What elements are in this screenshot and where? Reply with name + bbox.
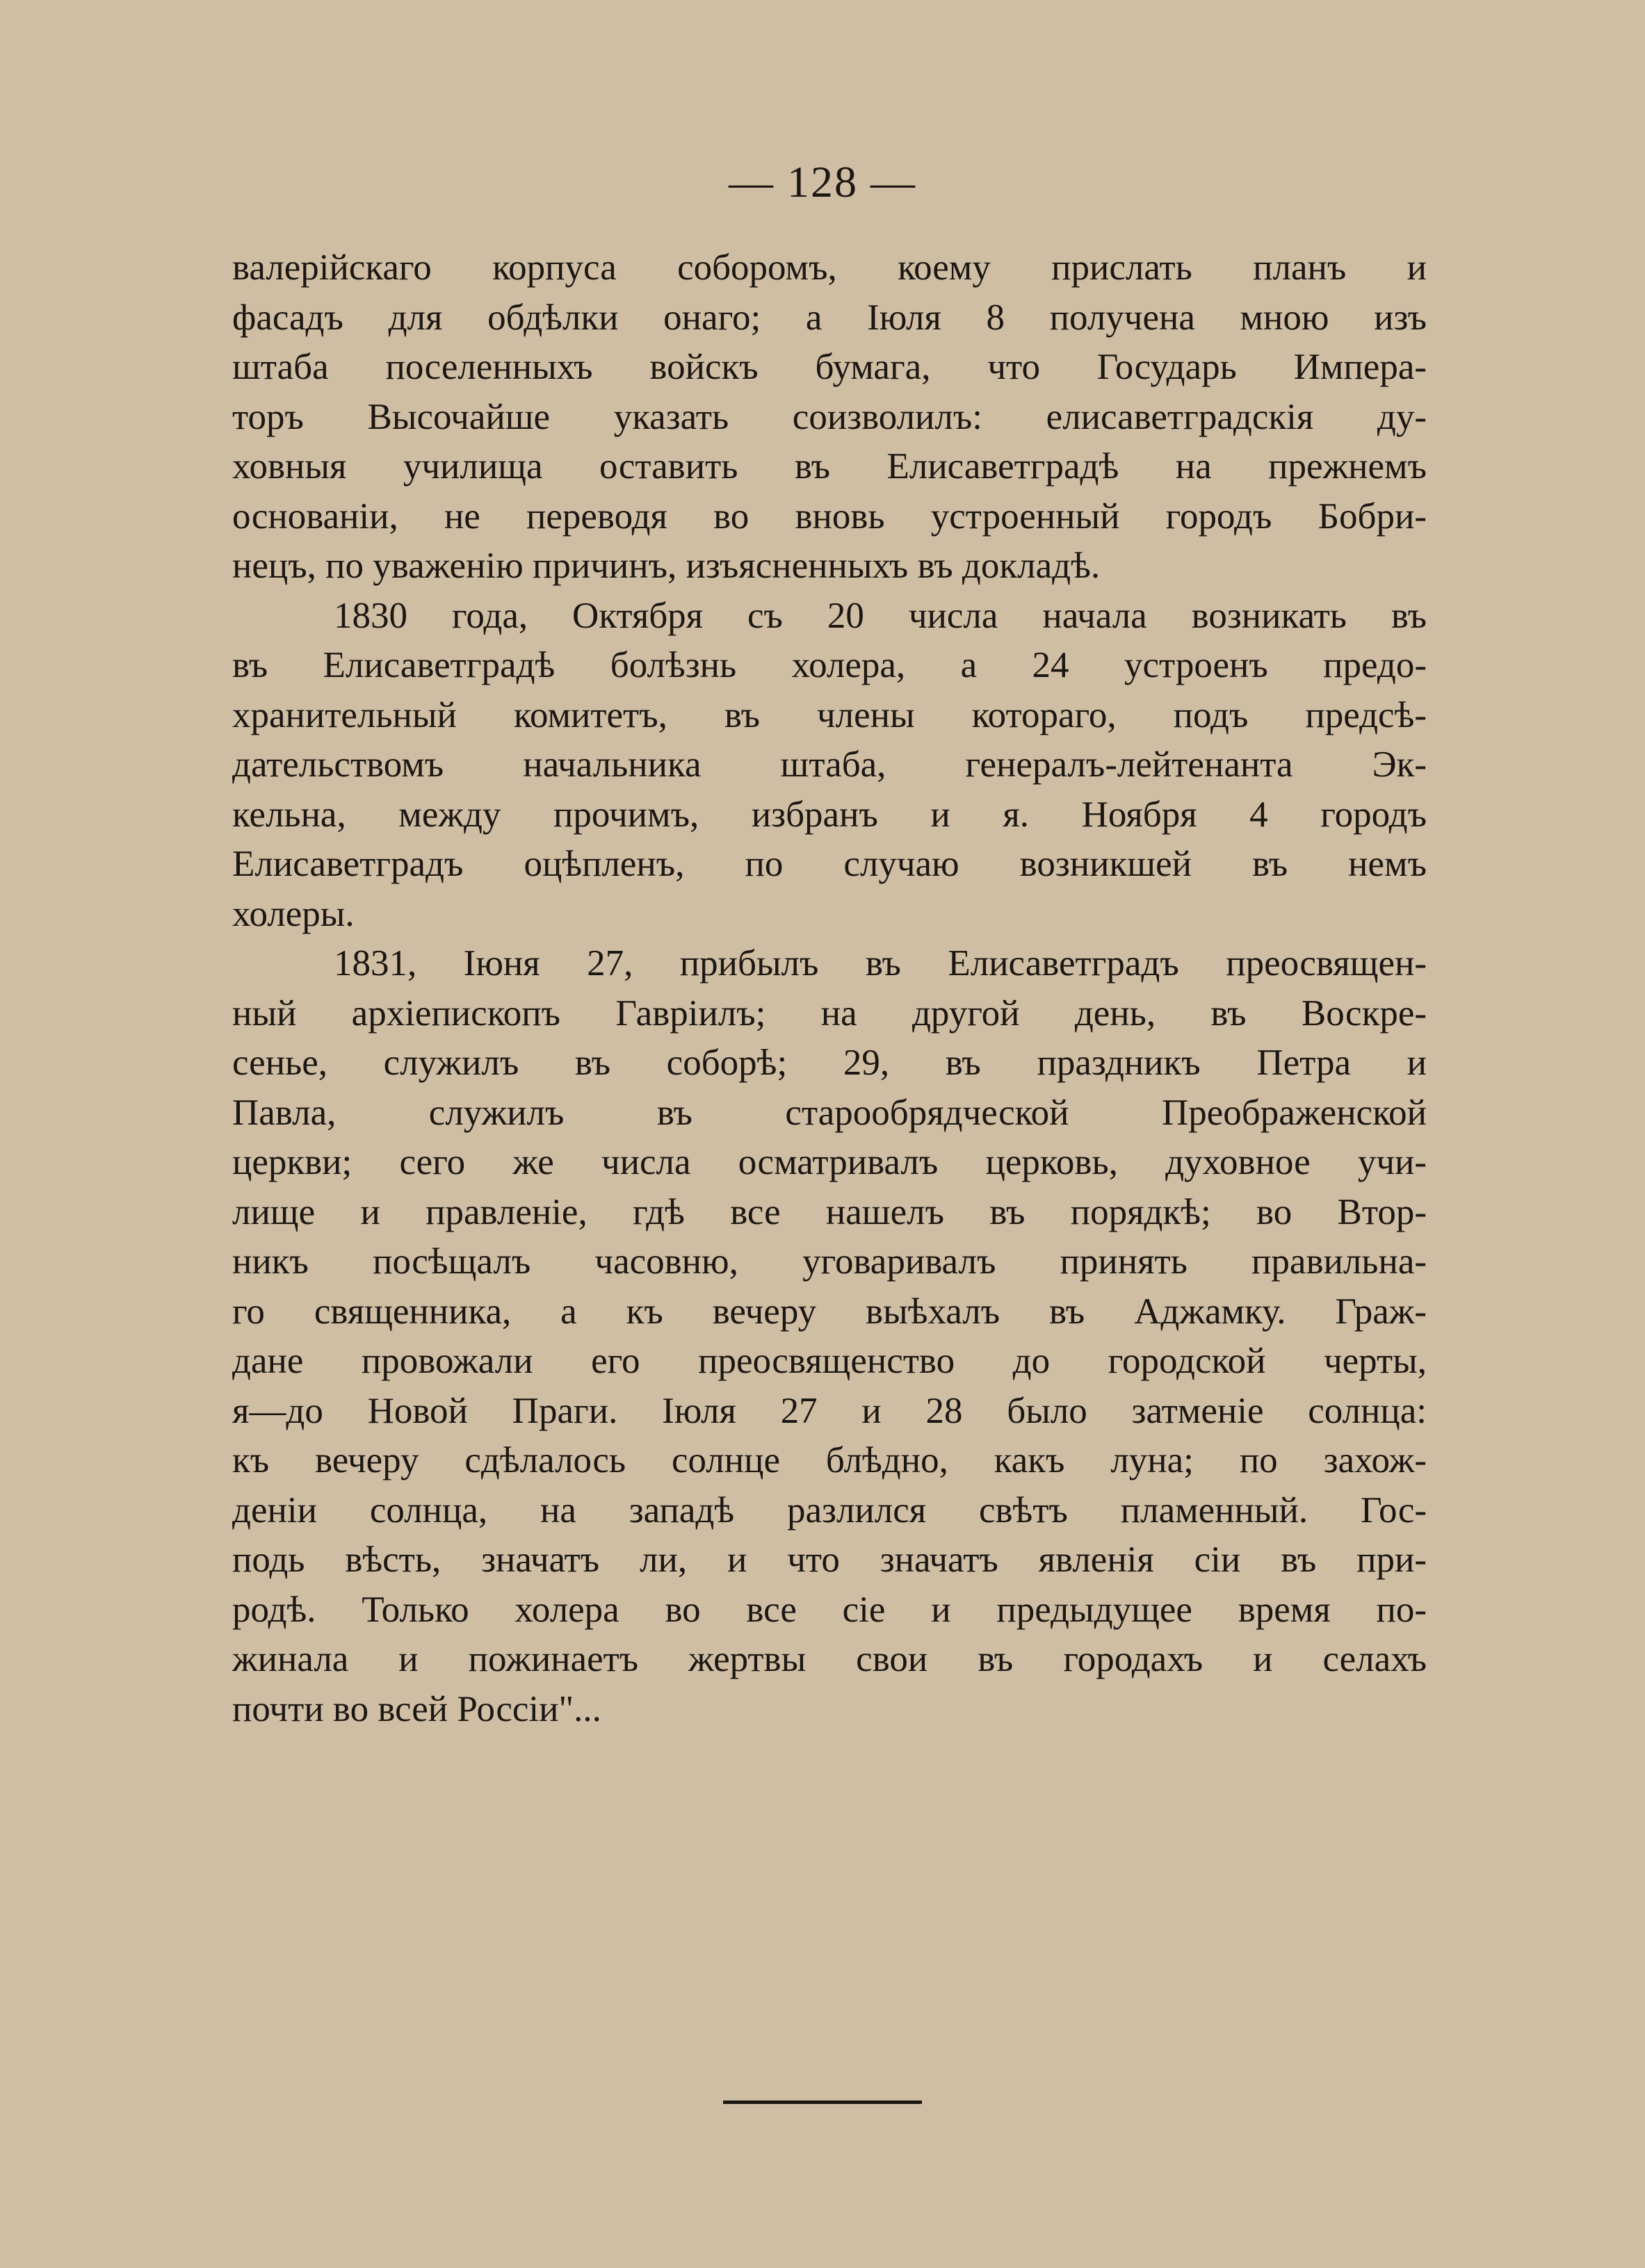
text-line: я—до Новой Праги. Іюля 27 и 28 было затменіе солнца: [232,1390,1427,1431]
text-line: хранительный комитетъ, въ члены котораго, подъ предсѣ- [232,694,1427,735]
text-line: лище и правленіе, гдѣ все нашелъ въ порядкѣ; во Втор- [232,1191,1427,1232]
text-line: холеры. [232,893,355,934]
text-line: фасадъ для обдѣлки онаго; а Іюля 8 получена мною изъ [232,297,1427,338]
paragraph-1 [232,243,1427,592]
section-end-rule [723,2100,922,2104]
text-line: никъ посѣщалъ часовню, уговаривалъ принять правильна- [232,1241,1427,1282]
text-line: Елисаветградъ оцѣпленъ, по случаю возникшей въ немъ [232,844,1427,884]
text-line: деніи солнца, на западѣ разлился свѣтъ пламенный. Гос- [232,1490,1427,1531]
text-line: нецъ, по уваженію причинъ, изъясненныхъ въ докладѣ. [232,546,1101,586]
paragraph-2 [232,592,1427,940]
text-line: подь вѣсть, значатъ ли, и что значатъ явленія сіи въ при- [232,1540,1427,1580]
text-line: родѣ. Только холера во все сіе и предыдущее время по- [232,1589,1427,1630]
text-line: ный архіепископъ Гавріилъ; на другой день, въ Воскре- [232,993,1427,1034]
text-line: почти во всей Россіи"... [232,1688,601,1729]
paragraph-3 [232,939,1427,1734]
text-line: валерійскаго корпуса соборомъ, коему прислать планъ и [232,247,1427,288]
text-line: Павла, служилъ въ старообрядческой Преображенской [232,1092,1427,1133]
text-line: го священника, а къ вечеру выѣхалъ въ Аджамку. Граж- [232,1291,1427,1332]
text-line: къ вечеру сдѣлалось солнце блѣдно, какъ луна; по захож- [232,1440,1427,1480]
text-line: кельна, между прочимъ, избранъ и я. Ноября 4 городъ [232,794,1427,835]
text-line: 1831, Іюня 27, прибылъ въ Елисаветградъ преосвящен- [334,943,1427,984]
text-line: жинала и пожинаетъ жертвы свои въ городахъ и селахъ [232,1639,1427,1679]
page-number: — 128 — [729,157,916,206]
text-line: въ Елисаветградѣ болѣзнь холера, а 24 устроенъ предо- [232,645,1427,685]
text-line: дане провожали его преосвященство до городской черты, [232,1341,1427,1381]
body-text [232,243,1427,1734]
text-line: дательствомъ начальника штаба, генералъ-лейтенанта Эк- [232,744,1427,785]
text-line: торъ Высочайше указать соизволилъ: елисаветградскія ду- [232,396,1427,437]
text-line: церкви; сего же числа осматривалъ церковь, духовное учи- [232,1142,1427,1182]
text-line: штаба поселенныхъ войскъ бумага, что Государь Импера- [232,347,1427,387]
text-line: основаніи, не переводя во вновь устроенный городъ Бобри- [232,496,1427,537]
text-line: 1830 года, Октября съ 20 числа начала возникать въ [334,595,1427,636]
text-line: сенье, служилъ въ соборѣ; 29, въ праздникъ Петра и [232,1043,1427,1083]
text-line: ховныя училища оставить въ Елисаветградѣ на прежнемъ [232,446,1427,487]
